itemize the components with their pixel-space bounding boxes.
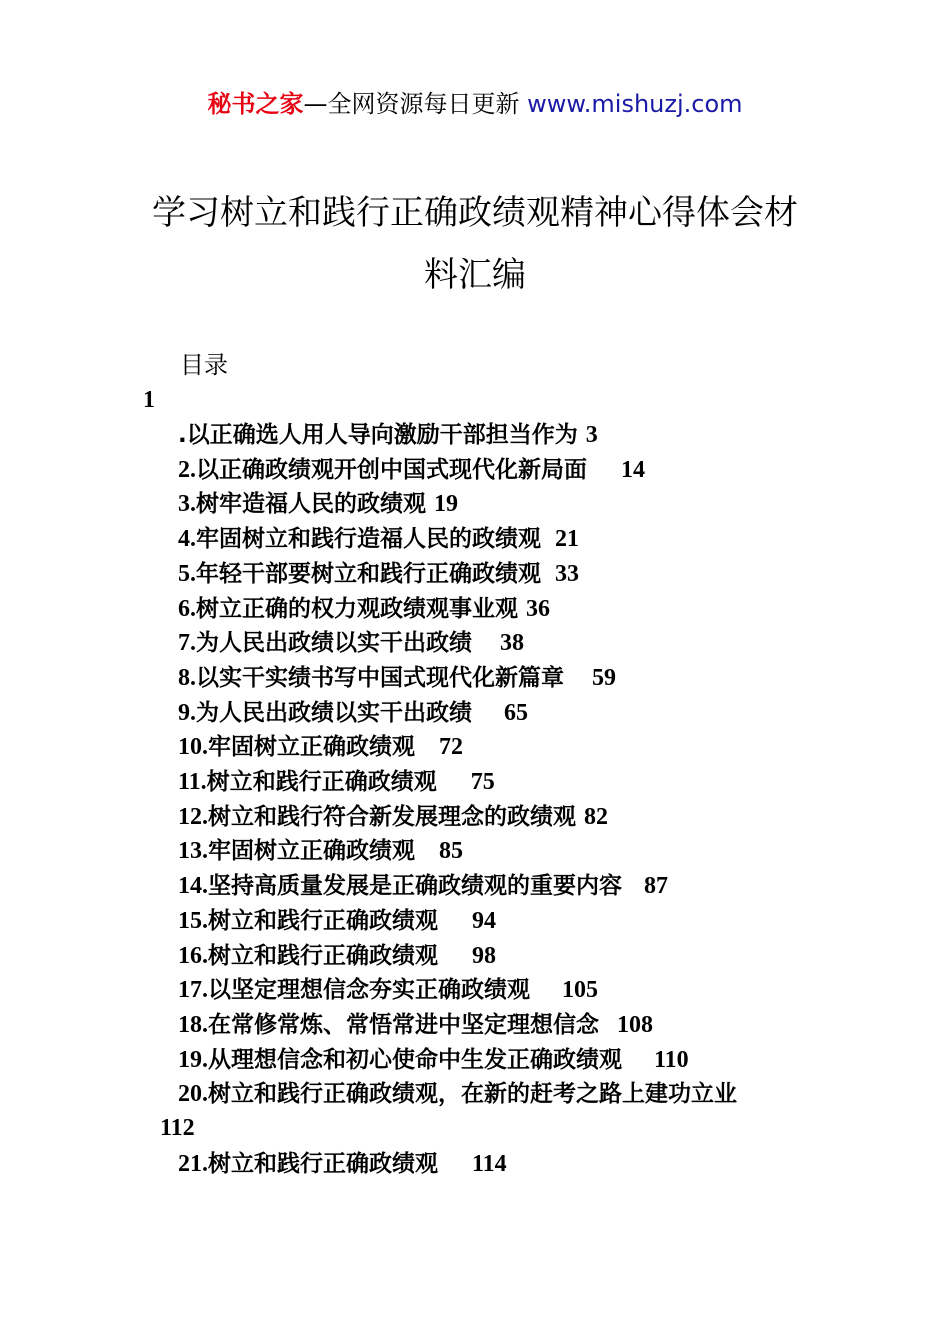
toc-item-number: 21. xyxy=(178,1150,208,1177)
toc-item-title: 树立和践行正确政绩观 xyxy=(208,907,438,934)
toc-item[interactable] xyxy=(178,731,463,763)
toc-item-title: 坚持高质量发展是正确政绩观的重要内容 xyxy=(208,873,622,900)
toc-item-title: 树立和践行正确政绩观 xyxy=(208,942,438,969)
toc-item-number: 15. xyxy=(178,907,208,934)
toc-item[interactable] xyxy=(178,905,496,937)
toc-item-number: 16. xyxy=(178,942,208,969)
site-header xyxy=(0,86,950,122)
toc-item[interactable] xyxy=(178,488,458,520)
title-line-2: 料汇编 xyxy=(424,255,526,295)
toc-item-page: 108 xyxy=(617,1011,653,1038)
toc-item-title: 树牢造福人民的政绩观 xyxy=(196,491,426,518)
toc-item-number: 17. xyxy=(178,977,208,1004)
toc-item-page: 59 xyxy=(592,664,616,691)
toc-item-number: 5. xyxy=(178,560,196,587)
toc-item-page: 3 xyxy=(585,422,598,448)
toc-item-title: 以正确政绩观开创中国式现代化新局面 xyxy=(196,456,587,483)
title-line-1: 学习树立和践行正确政绩观精神心得体会材 xyxy=(152,193,798,233)
toc-item-title: 树立和践行正确政绩观 xyxy=(206,769,437,795)
toc-item[interactable] xyxy=(178,1078,737,1110)
toc-item-number: 3. xyxy=(178,491,196,518)
toc-item-page: 82 xyxy=(584,803,608,830)
toc-item[interactable] xyxy=(178,419,598,451)
toc-item-page: 33 xyxy=(555,560,579,587)
toc-item-page: 38 xyxy=(500,630,524,657)
brand-name: 秘书之家 xyxy=(207,90,304,118)
toc-item-page: 94 xyxy=(472,907,496,934)
toc-item-title: 牢固树立正确政绩观 xyxy=(208,838,415,865)
toc-item[interactable] xyxy=(178,940,496,972)
toc-item[interactable] xyxy=(178,523,579,555)
toc-item-page: 112 xyxy=(160,1115,195,1141)
toc-item[interactable] xyxy=(178,454,645,486)
toc-item[interactable] xyxy=(178,627,524,659)
toc-item-page: 75 xyxy=(470,769,495,795)
toc-item-number: 6. xyxy=(178,595,196,622)
toc-item-title: 牢固树立正确政绩观 xyxy=(208,734,415,761)
toc-item[interactable] xyxy=(178,766,495,798)
toc-item-page: 114 xyxy=(472,1150,507,1177)
toc-item-title: 牢固树立和践行造福人民的政绩观 xyxy=(196,526,541,553)
toc-item-page: 105 xyxy=(562,977,598,1004)
toc-item[interactable] xyxy=(178,1009,653,1041)
toc-item-page: 98 xyxy=(472,942,496,969)
toc-item-number: 14. xyxy=(178,873,208,900)
toc-item-title: 树立和践行正确政绩观 xyxy=(208,1150,438,1177)
toc-item[interactable] xyxy=(178,697,528,729)
toc-item-title: 以实干实绩书写中国式现代化新篇章 xyxy=(196,664,564,691)
toc-item[interactable] xyxy=(178,870,668,902)
toc-item-number: 9. xyxy=(178,699,196,726)
toc-item-number: 11. xyxy=(178,769,207,795)
toc-item-title: 年轻干部要树立和践行正确政绩观 xyxy=(196,560,541,587)
toc-item-page: 87 xyxy=(644,873,668,900)
toc-item-page: 85 xyxy=(439,838,463,865)
toc-item[interactable] xyxy=(178,974,598,1006)
toc-item-page: 14 xyxy=(621,456,645,483)
toc-item[interactable] xyxy=(178,801,608,833)
toc-item-title: 在常修常炼、常悟常进中坚定理想信念 xyxy=(208,1011,599,1038)
toc-item-number: 4. xyxy=(178,526,196,553)
toc-item-title: 为人民出政绩以实干出政绩 xyxy=(196,630,472,657)
toc-item-number: 2. xyxy=(178,456,196,483)
toc-item-title: 树立和践行正确政绩观，在新的赶考之路上建功立业 xyxy=(208,1081,737,1108)
site-url-link[interactable]: www.mishuzj.com xyxy=(527,90,743,118)
toc-item[interactable] xyxy=(178,1148,507,1180)
toc-item-title: 树立和践行符合新发展理念的政绩观 xyxy=(208,803,576,830)
toc-item-page: 110 xyxy=(654,1046,689,1073)
toc-item[interactable] xyxy=(178,558,579,590)
document-title xyxy=(110,182,840,306)
toc-item[interactable] xyxy=(178,662,616,694)
toc-item[interactable] xyxy=(178,593,550,625)
toc-item[interactable] xyxy=(178,1044,689,1076)
header-tagline: —全网资源每日更新 xyxy=(303,90,528,118)
toc-item-title: .以正确选人用人导向激励干部担当作为 xyxy=(178,422,578,448)
toc-item-page: 65 xyxy=(504,699,528,726)
toc-item-title: 为人民出政绩以实干出政绩 xyxy=(196,699,472,726)
toc-item-number: 13. xyxy=(178,838,208,865)
toc-item-number: 20. xyxy=(178,1081,208,1108)
toc-item-title: 从理想信念和初心使命中生发正确政绩观 xyxy=(208,1046,622,1073)
toc-item-page: 19 xyxy=(434,491,458,518)
toc-item-page: 72 xyxy=(439,734,463,761)
toc-item-number: 8. xyxy=(178,664,196,691)
toc-item-number: 12. xyxy=(178,803,208,830)
toc-item[interactable] xyxy=(178,835,463,867)
toc-item-title: 树立正确的权力观政绩观事业观 xyxy=(196,595,518,622)
toc-item-page: 21 xyxy=(555,526,579,553)
toc-item-number: 10. xyxy=(178,734,208,761)
toc-item-number: 18. xyxy=(178,1011,208,1038)
toc-heading: 目录 xyxy=(180,351,228,379)
toc-first-number: 1 xyxy=(143,387,155,413)
toc-item-title: 以坚定理想信念夯实正确政绩观 xyxy=(208,977,530,1004)
toc-item-page: 36 xyxy=(526,595,550,622)
toc-item-number: 7. xyxy=(178,630,196,657)
toc-item-number: 19. xyxy=(178,1046,208,1073)
